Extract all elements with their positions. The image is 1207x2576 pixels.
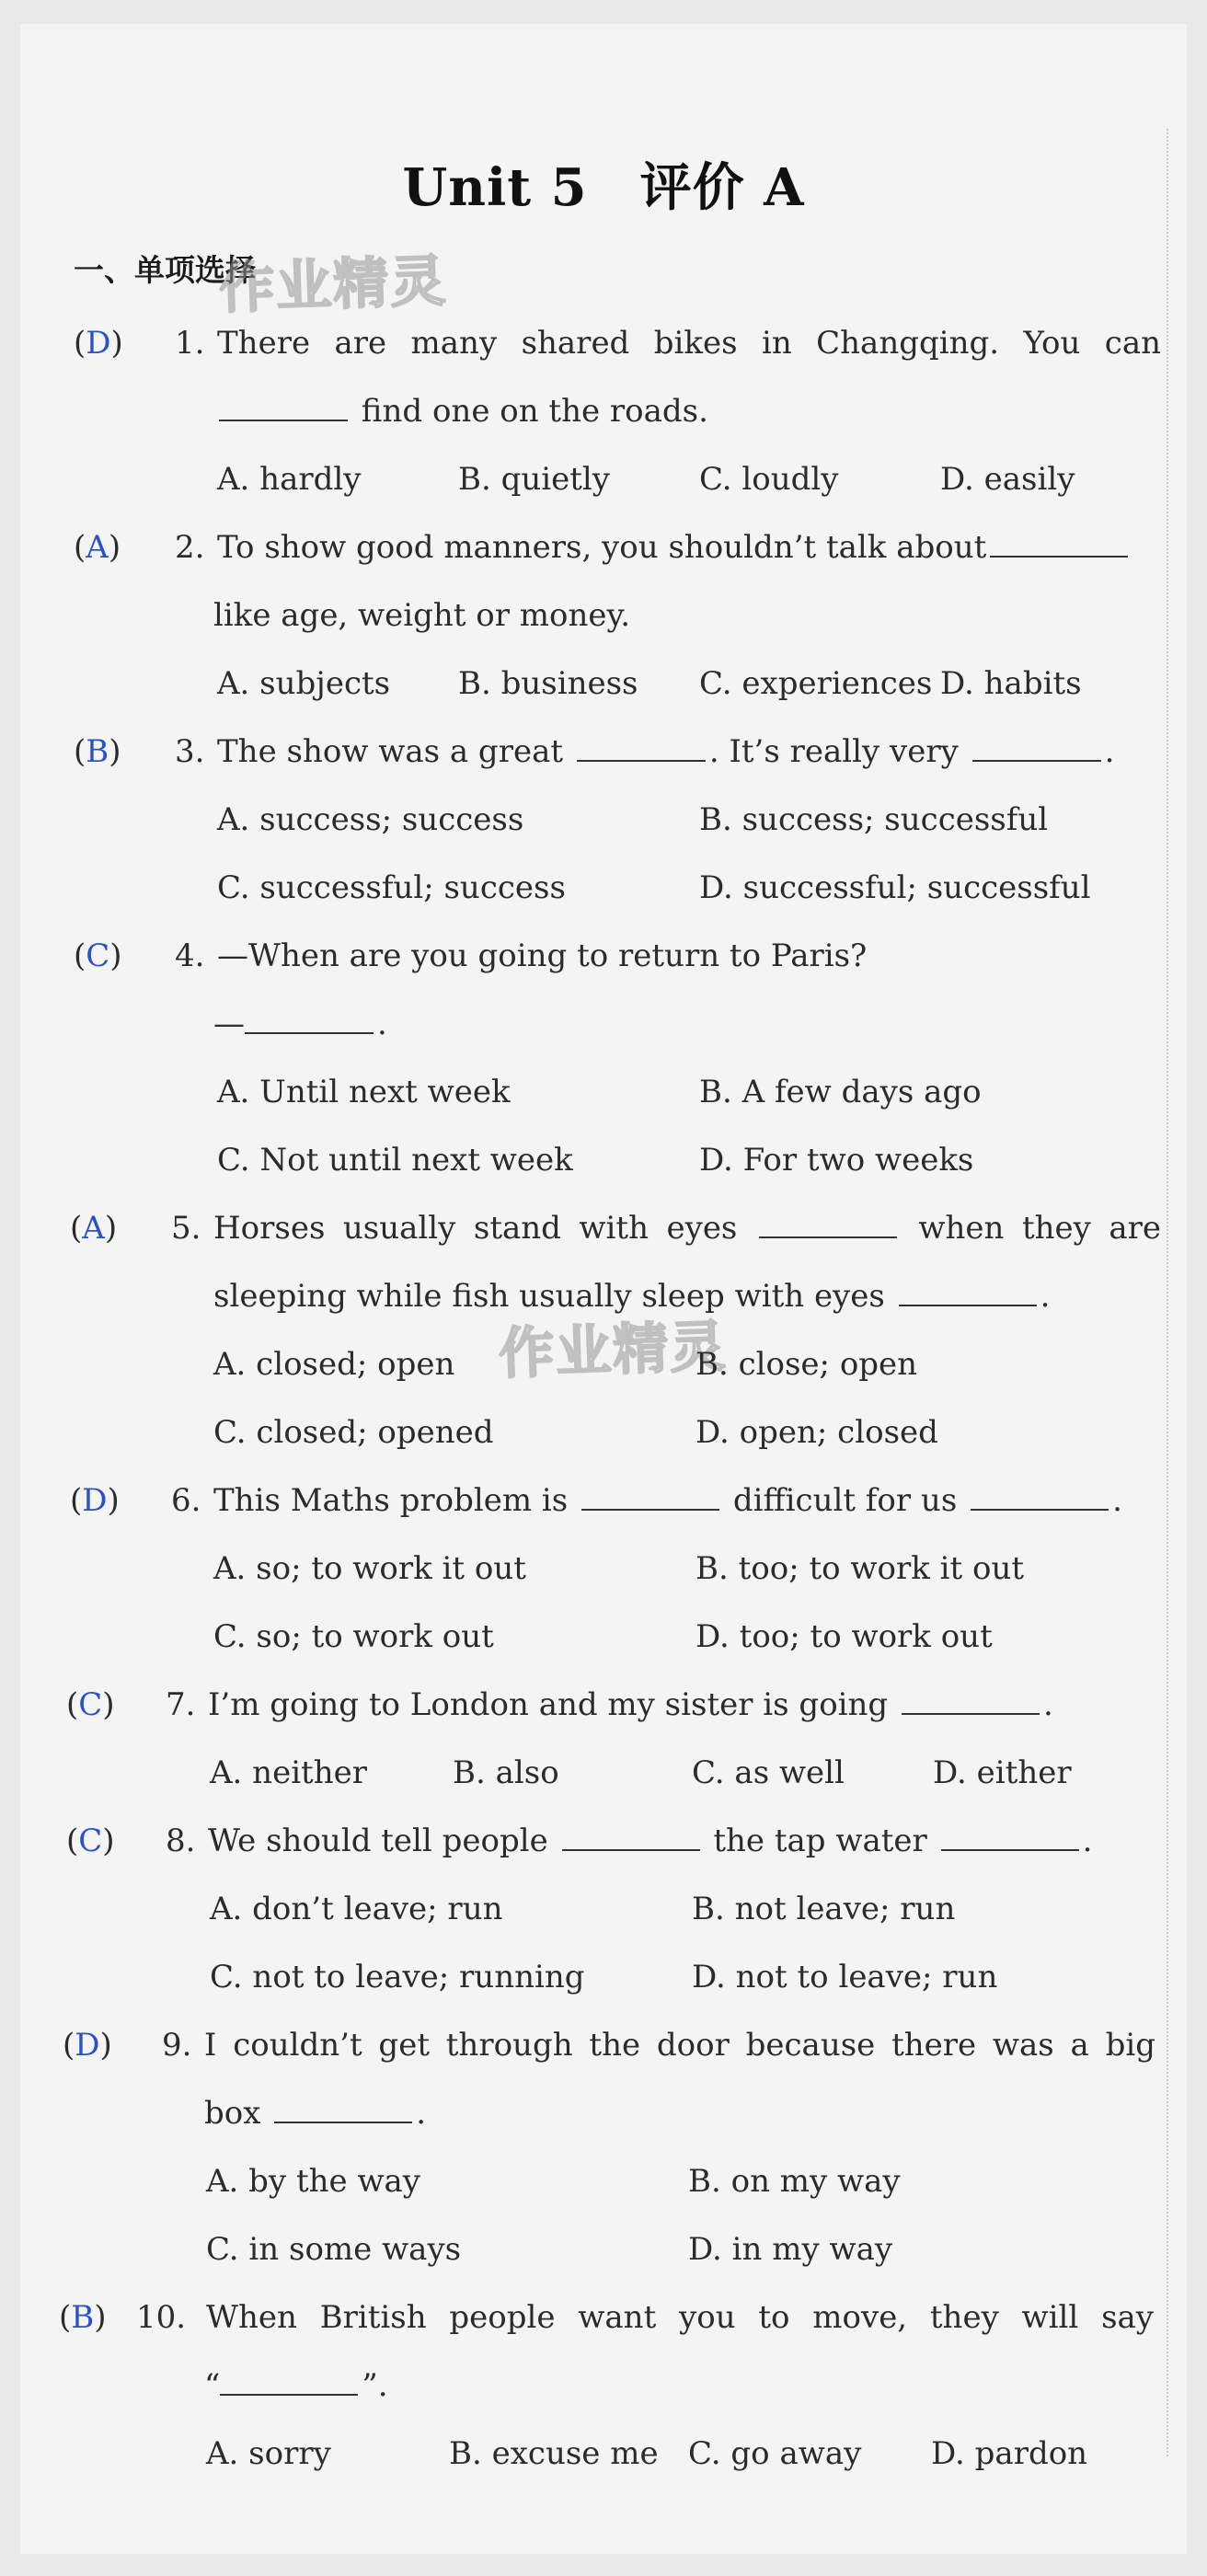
answer-letter: B <box>86 733 109 770</box>
question-1 <box>0 316 1207 371</box>
question-7-options <box>0 1745 1207 1800</box>
option-d: D. habits <box>940 665 1082 702</box>
answer-bracket: (A) <box>70 1210 118 1247</box>
question-stem: . <box>1112 1482 1122 1519</box>
question-number: 5. <box>171 1210 201 1247</box>
answer-bracket: (C) <box>74 937 122 974</box>
question-stem-cont: find one on the roads. <box>351 393 708 430</box>
option-a: A. by the way <box>206 2163 421 2200</box>
question-stem: Horses usually stand with eyes <box>213 1210 738 1247</box>
question-3-options-row2 <box>0 860 1207 915</box>
question-6-options-row1 <box>0 1541 1207 1596</box>
open-quote: “ <box>204 2367 221 2404</box>
option-b: B. excuse me <box>449 2435 659 2472</box>
dash: — <box>213 1006 245 1042</box>
question-stem: We should tell people <box>208 1823 548 1859</box>
answer-letter: C <box>78 1823 103 1859</box>
option-d: D. open; closed <box>695 1414 938 1451</box>
question-number: 2. <box>175 529 205 566</box>
option-a: A. so; to work it out <box>213 1550 526 1587</box>
question-stem: The show was a great <box>217 733 564 770</box>
question-4 <box>0 928 1207 983</box>
question-4-stem-cont <box>0 996 1207 1052</box>
option-c: C. closed; opened <box>213 1414 494 1451</box>
question-3 <box>0 724 1207 779</box>
answer-blank <box>562 1818 700 1851</box>
question-9-options-row2 <box>0 2222 1207 2277</box>
option-a: A. closed; open <box>213 1346 455 1383</box>
answer-blank <box>759 1205 897 1238</box>
question-8-options-row2 <box>0 1949 1207 2005</box>
question-4-options-row1 <box>0 1064 1207 1120</box>
question-stem: When British people want you to move, they will say <box>206 2299 1154 2336</box>
question-10-options <box>0 2426 1207 2481</box>
answer-blank <box>899 1273 1037 1306</box>
option-b: B. not leave; run <box>692 1891 956 1927</box>
question-number: 3. <box>175 733 205 770</box>
option-b: B. quietly <box>458 461 611 498</box>
option-c: C. successful; success <box>217 869 566 906</box>
question-8 <box>0 1813 1207 1869</box>
answer-blank <box>220 2363 358 2396</box>
question-4-options-row2 <box>0 1133 1207 1188</box>
option-d: D. in my way <box>688 2231 893 2268</box>
question-1-options <box>0 452 1207 507</box>
answer-blank <box>971 1478 1109 1511</box>
option-a: A. neither <box>210 1754 367 1791</box>
question-stem: I’m going to London and my sister is going <box>208 1686 889 1723</box>
option-b: B. A few days ago <box>699 1074 982 1110</box>
option-b: B. on my way <box>688 2163 901 2200</box>
option-b: B. close; open <box>695 1346 918 1383</box>
question-number: 9. <box>162 2027 192 2064</box>
answer-letter: C <box>86 937 110 974</box>
question-9 <box>0 2018 1207 2073</box>
question-5-stem-cont <box>0 1269 1207 1324</box>
question-stem: . <box>377 1006 387 1042</box>
option-c: C. Not until next week <box>217 1142 573 1179</box>
question-number: 4. <box>175 937 205 974</box>
answer-blank <box>245 1001 374 1034</box>
question-5 <box>0 1201 1207 1256</box>
section-heading: 一、单项选择 <box>74 252 256 288</box>
answer-letter: C <box>78 1686 103 1723</box>
question-number: 1. <box>175 325 205 362</box>
question-stem: . <box>1104 733 1115 770</box>
answer-letter: A <box>82 1210 105 1247</box>
question-2-stem-cont <box>0 588 1207 643</box>
question-1-stem-cont <box>0 384 1207 439</box>
question-5-options-row2 <box>0 1405 1207 1460</box>
option-d: D. easily <box>940 461 1075 498</box>
question-stem: . It’s really very <box>708 733 959 770</box>
answer-bracket: (D) <box>70 1482 120 1519</box>
option-c: C. experiences <box>699 665 933 702</box>
question-8-options-row1 <box>0 1881 1207 1937</box>
option-a: A. success; success <box>217 801 524 838</box>
question-stem: This Maths problem is <box>213 1482 569 1519</box>
question-stem: . <box>1040 1278 1051 1315</box>
page-title: Unit 5 评价 A <box>402 157 805 218</box>
question-number: 7. <box>166 1686 196 1723</box>
question-6 <box>0 1473 1207 1528</box>
option-d: D. pardon <box>931 2435 1088 2472</box>
answer-blank <box>990 524 1128 558</box>
question-6-options-row2 <box>0 1609 1207 1664</box>
answer-bracket: (C) <box>66 1686 115 1723</box>
close-quote: ”. <box>362 2367 388 2404</box>
answer-blank <box>941 1818 1079 1851</box>
question-stem: difficult for us <box>732 1482 958 1519</box>
answer-letter: D <box>82 1482 108 1519</box>
answer-bracket: (D) <box>74 325 123 362</box>
question-stem: To show good manners, you shouldn’t talk about <box>217 529 987 566</box>
question-stem-cont: like age, weight or money. <box>213 597 631 634</box>
question-10-stem-cont <box>0 2358 1207 2413</box>
option-d: D. too; to work out <box>695 1618 993 1655</box>
question-stem: the tap water <box>713 1823 927 1859</box>
option-a: A. Until next week <box>217 1074 511 1110</box>
option-c: C. as well <box>692 1754 845 1791</box>
answer-bracket: (B) <box>74 733 121 770</box>
answer-blank <box>274 2090 412 2123</box>
question-10 <box>0 2290 1207 2345</box>
watermark: 作业精灵 <box>218 248 449 322</box>
answer-bracket: (A) <box>74 529 121 566</box>
answer-letter: B <box>71 2299 95 2336</box>
question-2 <box>0 520 1207 575</box>
question-number: 8. <box>166 1823 196 1859</box>
question-9-stem-cont <box>0 2086 1207 2141</box>
question-3-options-row1 <box>0 792 1207 847</box>
option-a: A. hardly <box>217 461 362 498</box>
question-stem-cont: sleeping while fish usually sleep with eyes <box>213 1278 885 1315</box>
answer-letter: A <box>86 529 109 566</box>
option-b: B. also <box>453 1754 559 1791</box>
question-stem: . <box>1043 1686 1053 1723</box>
option-b: B. too; to work it out <box>695 1550 1025 1587</box>
option-c: C. go away <box>688 2435 862 2472</box>
option-b: B. business <box>458 665 638 702</box>
option-a: A. don’t leave; run <box>210 1891 503 1927</box>
question-9-options-row1 <box>0 2154 1207 2209</box>
option-b: B. success; successful <box>699 801 1049 838</box>
option-c: C. not to leave; running <box>210 1959 585 1995</box>
answer-letter: D <box>86 325 111 362</box>
answer-blank <box>577 729 706 762</box>
answer-bracket: (C) <box>66 1823 115 1859</box>
option-c: C. in some ways <box>206 2231 462 2268</box>
question-stem: when they are <box>918 1210 1161 1247</box>
answer-blank <box>902 1682 1040 1715</box>
answer-bracket: (B) <box>59 2299 107 2336</box>
question-2-options <box>0 656 1207 711</box>
option-d: D. not to leave; run <box>692 1959 998 1995</box>
question-number: 10. <box>136 2299 187 2336</box>
question-number: 6. <box>171 1482 201 1519</box>
answer-bracket: (D) <box>63 2027 112 2064</box>
option-c: C. so; to work out <box>213 1618 494 1655</box>
question-stem: I couldn’t get through the door because there was a big <box>204 2027 1155 2064</box>
question-stem-cont: box <box>204 2095 261 2132</box>
answer-blank <box>581 1478 719 1511</box>
watermark: 作业精灵 <box>498 1314 729 1387</box>
option-d: D. successful; successful <box>699 869 1091 906</box>
question-stem: —When are you going to return to Paris? <box>217 937 868 974</box>
question-7 <box>0 1677 1207 1732</box>
option-d: D. For two weeks <box>699 1142 974 1179</box>
question-5-options-row1 <box>0 1337 1207 1392</box>
question-stem: There are many shared bikes in Changqing. You can <box>217 325 1161 362</box>
answer-letter: D <box>75 2027 100 2064</box>
option-d: D. either <box>933 1754 1072 1791</box>
option-a: A. sorry <box>206 2435 331 2472</box>
option-a: A. subjects <box>217 665 391 702</box>
question-stem: . <box>1082 1823 1093 1859</box>
question-stem: . <box>416 2095 427 2132</box>
answer-blank <box>219 388 348 421</box>
option-c: C. loudly <box>699 461 839 498</box>
answer-blank <box>972 729 1101 762</box>
